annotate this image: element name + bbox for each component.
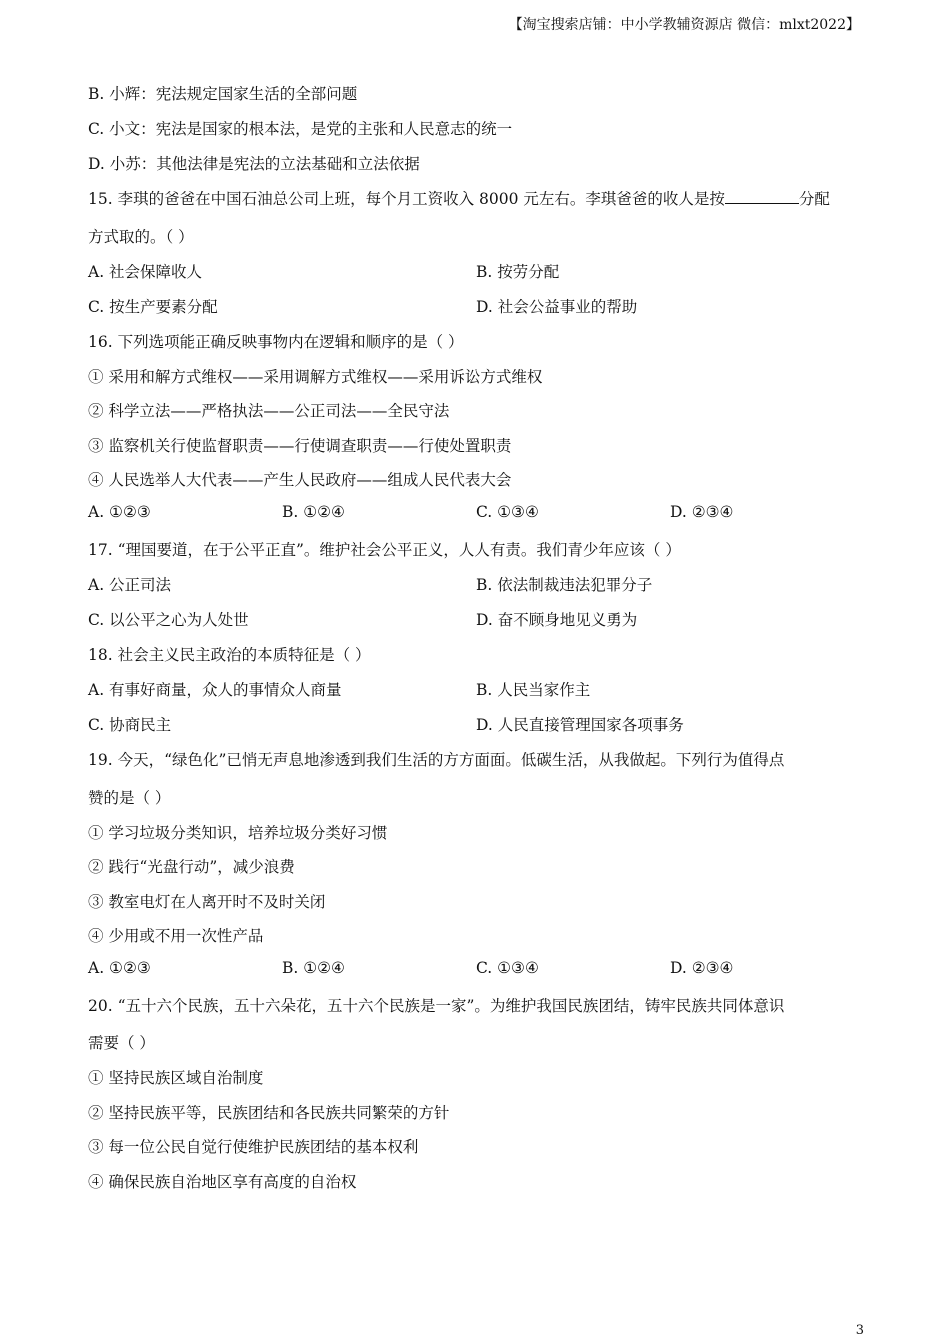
q17-option-c: C. 以公平之心为人处世: [88, 611, 249, 629]
q15-option-b: B. 按劳分配: [476, 263, 560, 281]
q19-statement-2: ② 践行“光盘行动”，减少浪费: [88, 858, 295, 876]
q16-statement-4: ④ 人民选举人大代表——产生人民政府——组成人民代表大会: [88, 471, 512, 489]
q19-option-d: D. ②③④: [670, 959, 734, 977]
q19-statement-1: ① 学习垃圾分类知识，培养垃圾分类好习惯: [88, 824, 388, 842]
q17-option-d: D. 奋不顾身地见义勇为: [476, 611, 638, 629]
q16-option-d: D. ②③④: [670, 503, 734, 521]
q19-stem-line2: 赞的是（ ）: [88, 789, 171, 807]
q19-option-a: A. ①②③: [88, 959, 151, 977]
q15-stem-post: 分配: [798, 190, 830, 208]
prev-option-c: C. 小文：宪法是国家的根本法，是党的主张和人民意志的统一: [88, 120, 513, 138]
q20-statement-1: ① 坚持民族区域自治制度: [88, 1069, 264, 1087]
prev-option-d: D. 小苏：其他法律是宪法的立法基础和立法依据: [88, 155, 420, 173]
q15-option-c: C. 按生产要素分配: [88, 298, 218, 316]
q16-statement-1: ① 采用和解方式维权——采用调解方式维权——采用诉讼方式维权: [88, 368, 543, 386]
q16-option-b: B. ①②④: [282, 503, 345, 521]
q17-option-b: B. 依法制裁违法犯罪分子: [476, 576, 653, 594]
q18-option-a: A. 有事好商量，众人的事情众人商量: [88, 681, 342, 699]
q18-stem: 18. 社会主义民主政治的本质特征是（ ）: [88, 646, 371, 664]
q17-stem: 17. “理国要道，在于公平正直”。维护社会公平正义，人人有责。我们青少年应该（ ）: [88, 541, 681, 559]
q19-stem-line1: 19. 今天，“绿色化”已悄无声息地渗透到我们生活的方方面面。低碳生活，从我做起。下列行为值得点: [88, 751, 785, 769]
q15-option-d: D. 社会公益事业的帮助: [476, 298, 638, 316]
q19-option-c: C. ①③④: [476, 959, 539, 977]
q20-statement-4: ④ 确保民族自治地区享有高度的自治权: [88, 1173, 357, 1191]
q20-stem-line2: 需要（ ）: [88, 1034, 155, 1052]
q15-option-a: A. 社会保障收人: [88, 263, 203, 281]
q19-statement-3: ③ 教室电灯在人离开时不及时关闭: [88, 893, 326, 911]
q18-option-d: D. 人民直接管理国家各项事务: [476, 716, 684, 734]
page-number: 3: [855, 1323, 864, 1338]
q16-option-c: C. ①③④: [476, 503, 539, 521]
q18-option-b: B. 人民当家作主: [476, 681, 591, 699]
q16-option-a: A. ①②③: [88, 503, 151, 521]
prev-option-b: B. 小辉：宪法规定国家生活的全部问题: [88, 85, 358, 103]
q19-statement-4: ④ 少用或不用一次性产品: [88, 927, 264, 945]
q16-statement-2: ② 科学立法——严格执法——公正司法——全民守法: [88, 402, 450, 420]
page-header: 【淘宝搜索店铺：中小学教辅资源店 微信：mlxt2022】: [508, 17, 860, 33]
q18-option-c: C. 协商民主: [88, 716, 172, 734]
q15-stem-line1: [88, 187, 830, 209]
q15-stem-line2: 方式取的。（ ）: [88, 228, 194, 246]
q17-option-a: A. 公正司法: [88, 576, 172, 594]
q20-statement-2: ② 坚持民族平等，民族团结和各民族共同繁荣的方针: [88, 1104, 450, 1122]
q15-stem-pre: 15. 李琪的爸爸在中国石油总公司上班，每个月工资收入 8000 元左右。李琪爸爸的收人是按: [88, 190, 725, 208]
answer-blank: [725, 189, 799, 204]
q20-statement-3: ③ 每一位公民自觉行使维护民族团结的基本权利: [88, 1138, 419, 1156]
q16-stem: 16. 下列选项能正确反映事物内在逻辑和顺序的是（ ）: [88, 333, 464, 351]
q16-statement-3: ③ 监察机关行使监督职责——行使调查职责——行使处置职责: [88, 437, 512, 455]
q19-option-b: B. ①②④: [282, 959, 345, 977]
q20-stem-line1: 20. “五十六个民族，五十六朵花，五十六个民族是一家”。为维护我国民族团结，铸牢民族共同体意识: [88, 997, 785, 1015]
